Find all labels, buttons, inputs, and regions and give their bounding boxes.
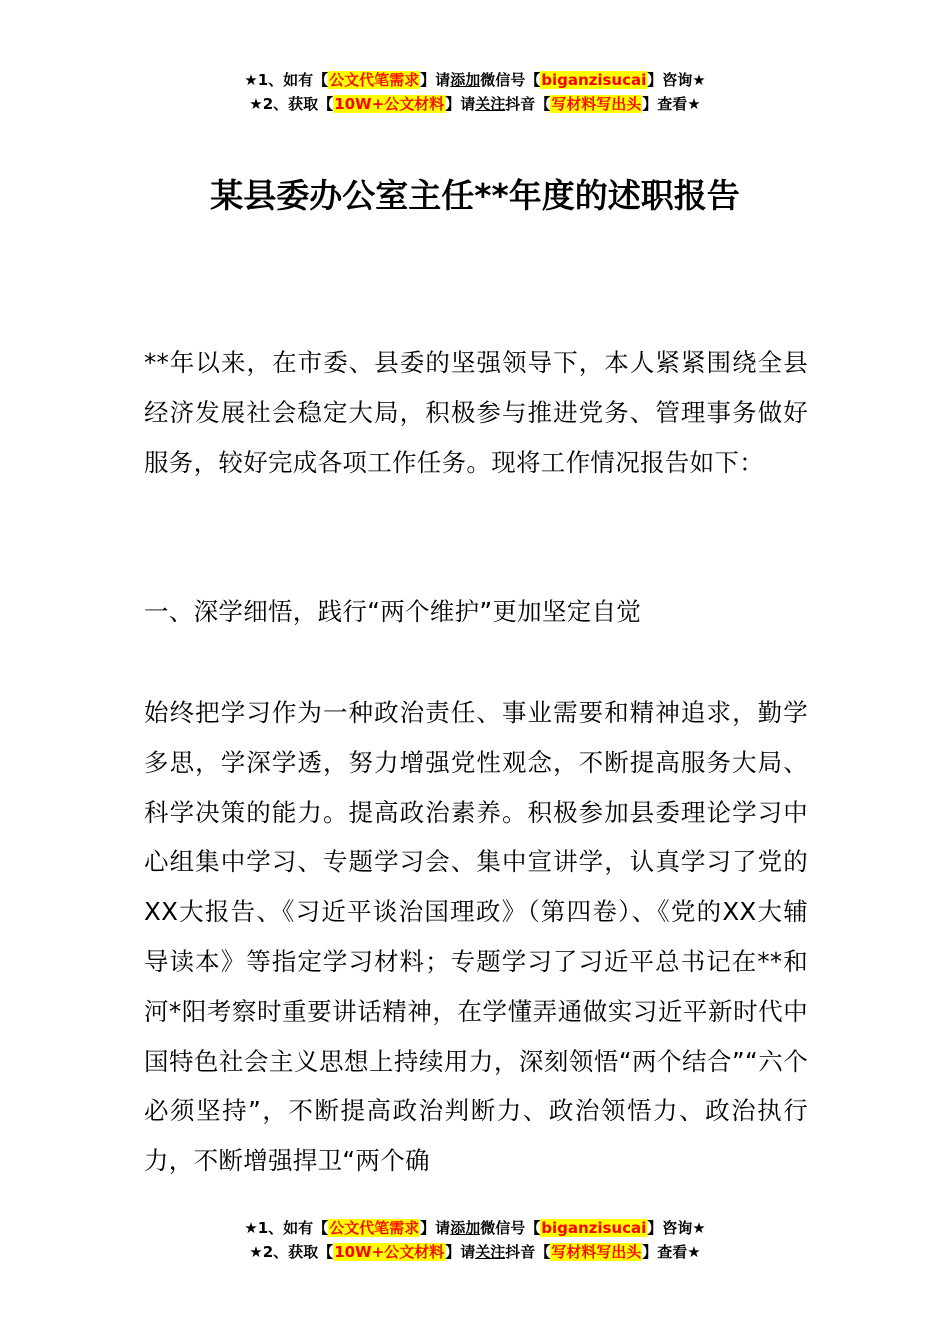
intro-paragraph: **年以来，在市委、县委的坚强领导下，本人紧紧围绕全县经济发展社会稳定大局，积极参与推进党务、管理事务做好服务，较好完成各项工作任务。现将工作情况报告如下： [144, 348, 808, 477]
promo-text: 抖音【 [505, 1243, 551, 1261]
promo-text: 】咨询★ [647, 71, 706, 89]
section-body-paragraph: 始终把学习作为一种政治责任、事业需要和精神追求，勤学多思，学深学透，努力增强党性观念，不断提高服务大局、科学决策的能力。提高政治素养。积极参加县委理论学习中心组集中学习、专题学习会、集中宣讲学，认真学习了党的XX大报告、《习近平谈治国理政》（第四卷）、《党的XX大辅导读本》等指定学习材料；专题学习了习近平总书记在**和河*阳考察时重要讲话精神，在学懂弄通做实习近平新时代中国特色社会主义思想上持续用力，深刻领悟“两个结合”“六个必须坚持”，不断提高政治判断力、政治领悟力、政治执行力，不断增强捍卫“两个确 [144, 698, 808, 1176]
promo-line-2 [0, 92, 950, 116]
promo-text: 抖音【 [505, 95, 551, 113]
promo-highlight: 公文代笔需求 [329, 1219, 420, 1237]
promo-text: ★1、如有【 [244, 71, 329, 89]
promo-text: 】请 [420, 71, 451, 89]
promo-banner-bottom [0, 1216, 950, 1264]
promo-text: 微信号【 [480, 71, 541, 89]
promo-text: 】查看★ [642, 95, 701, 113]
promo-line-1 [0, 1216, 950, 1240]
promo-highlight: biganzisucai [541, 1219, 647, 1237]
promo-banner-top [0, 68, 950, 116]
promo-line-1 [0, 68, 950, 92]
promo-highlight: 10W+公文材料 [334, 95, 445, 113]
promo-highlight: 写材料写出头 [551, 95, 642, 113]
document-title: 某县委办公室主任**年度的述职报告 [210, 176, 740, 216]
promo-line-2 [0, 1240, 950, 1264]
promo-underlined: 关注 [475, 95, 506, 113]
promo-highlight: 写材料写出头 [551, 1243, 642, 1261]
promo-highlight: 10W+公文材料 [334, 1243, 445, 1261]
promo-text: 】请 [445, 1243, 476, 1261]
section-heading: 一、深学细悟，践行“两个维护”更加坚定自觉 [144, 597, 642, 626]
promo-text: 】咨询★ [647, 1219, 706, 1237]
promo-underlined: 添加 [450, 1219, 481, 1237]
promo-underlined: 添加 [450, 71, 481, 89]
promo-text: 】请 [420, 1219, 451, 1237]
promo-text: 】请 [445, 95, 476, 113]
promo-text: ★1、如有【 [244, 1219, 329, 1237]
promo-text: ★2、获取【 [249, 95, 334, 113]
promo-text: 微信号【 [480, 1219, 541, 1237]
promo-highlight: 公文代笔需求 [329, 71, 420, 89]
promo-text: ★2、获取【 [249, 1243, 334, 1261]
promo-text: 】查看★ [642, 1243, 701, 1261]
promo-highlight: biganzisucai [541, 71, 647, 89]
promo-underlined: 关注 [475, 1243, 506, 1261]
